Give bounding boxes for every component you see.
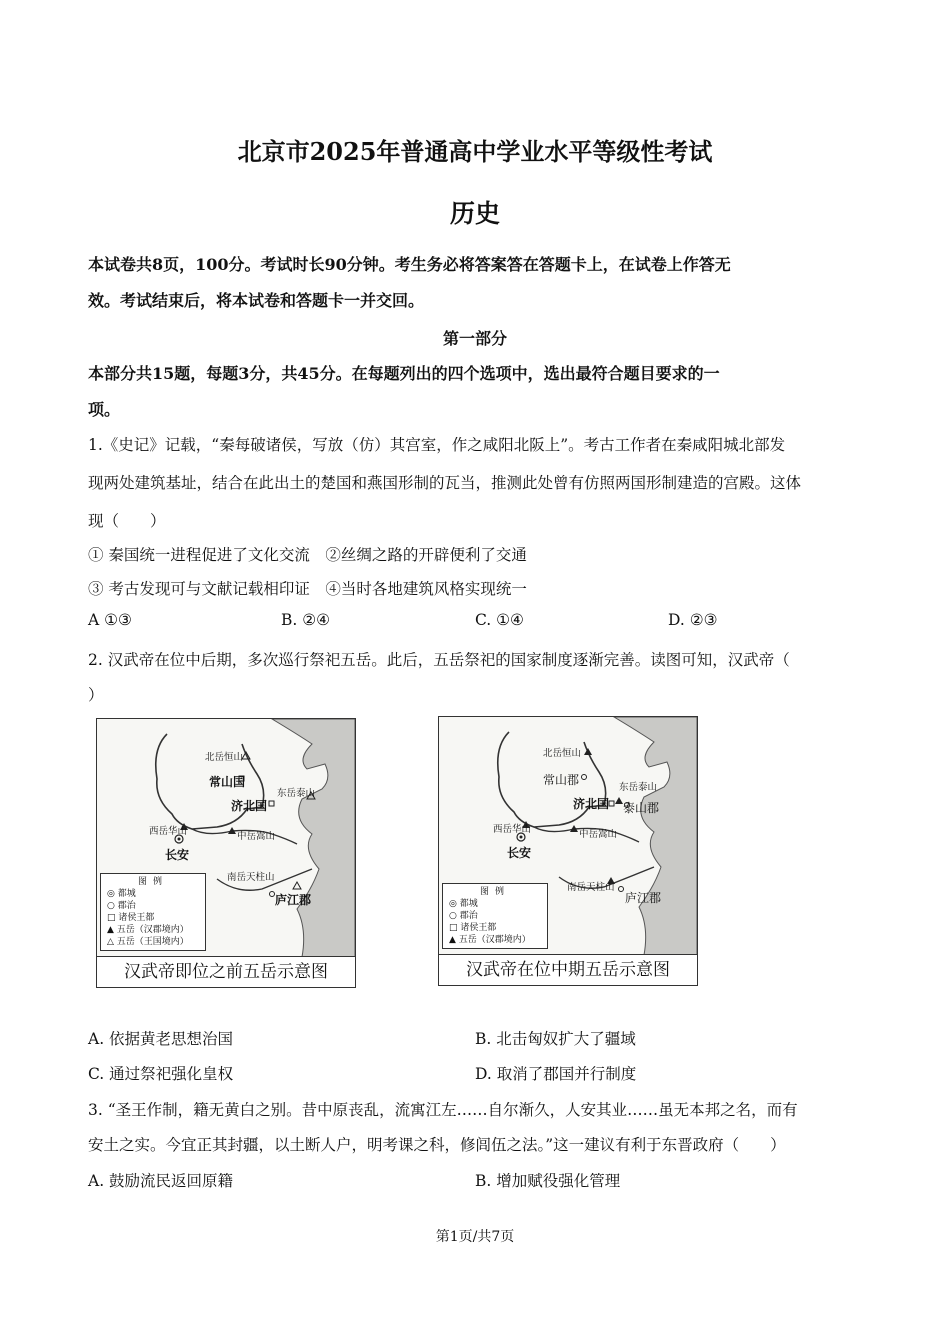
map-left-label-center: 中岳嵩山 <box>237 831 276 842</box>
instructions-line-2: 效。考试结束后，将本试卷和答题卡一并交回。 <box>88 291 425 310</box>
map-right-label-north: 北岳恒山 <box>543 748 582 759</box>
q1-option-a[interactable]: A ①③ <box>88 611 132 629</box>
q2-option-b[interactable]: B. 北击匈奴扩大了疆域 <box>475 1030 636 1048</box>
map-right-label-south: 南岳天柱山 <box>567 882 615 893</box>
map-right-label-center: 中岳嵩山 <box>579 829 618 840</box>
map-left-caption: 汉武帝即位之前五岳示意图 <box>97 956 355 987</box>
q3-option-a[interactable]: A. 鼓励流民返回原籍 <box>88 1172 234 1190</box>
exam-title: 北京市2025年普通高中学业水平等级性考试 <box>237 137 713 166</box>
map-before-accession <box>96 718 356 988</box>
map-left-label-west: 西岳华山 <box>149 826 188 837</box>
subject-title: 历史 <box>449 199 500 228</box>
q2-line-1: 2. 汉武帝在位中后期，多次巡行祭祀五岳。此后，五岳祭祀的国家制度逐渐完善。读图可知，汉武帝（ <box>88 651 790 669</box>
part-heading: 第一部分 <box>442 329 507 348</box>
q1-option-b[interactable]: B. ②④ <box>281 611 331 629</box>
map-left-label-east: 东岳泰山 <box>277 788 316 799</box>
part-desc-line-2: 项。 <box>88 400 121 419</box>
map-right-label-lujiang: 庐江郡 <box>625 891 662 905</box>
map-right-label-changan: 长安 <box>507 846 532 860</box>
map-right-label-west: 西岳华山 <box>493 824 532 835</box>
q1-statement-1: ① 秦国统一进程促进了文化交流 ②丝绸之路的开辟便利了交通 <box>88 546 527 564</box>
q2-line-2: ） <box>88 686 104 704</box>
map-right-label-jibei: 济北国 <box>573 797 610 811</box>
q1-option-d[interactable]: D. ②③ <box>668 611 718 629</box>
instructions-line-1: 本试卷共8页，100分。考试时长90分钟。考生务必将答案答在答题卡上，在试卷上作答无 <box>88 255 731 274</box>
q1-line-2: 现两处建筑基址，结合在此出土的楚国和燕国形制的瓦当，推测此处曾有仿照两国形制建造的宫殿。这体 <box>88 474 802 492</box>
map-left-legend <box>100 873 206 951</box>
q2-option-d[interactable]: D. 取消了郡国并行制度 <box>475 1065 637 1083</box>
map-left-legend-item: □ 诸侯王都 <box>107 913 155 923</box>
page-footer: 第1页/共7页 <box>435 1229 515 1245</box>
map-left-legend-title: 图例 <box>137 877 168 887</box>
map-left-label-jibei: 济北国 <box>231 799 268 813</box>
q2-option-c[interactable]: C. 通过祭祀强化皇权 <box>88 1065 234 1083</box>
map-right-legend-item: ◎ 都城 <box>449 899 478 909</box>
q2-option-a[interactable]: A. 依据黄老思想治国 <box>88 1030 234 1048</box>
map-mid-reign <box>438 716 698 986</box>
part-desc-line-1: 本部分共15题，每题3分，共45分。在每题列出的四个选项中，选出最符合题目要求的一 <box>88 364 720 383</box>
q3-line-1: 3. “圣王作制，籍无黄白之别。昔中原丧乱，流寓江左……自尔渐久，人安其业……虽无本邦之名，而有 <box>88 1101 798 1119</box>
map-right-label-east: 东岳泰山 <box>619 782 658 793</box>
map-right-legend-item: ○ 郡治 <box>449 911 478 921</box>
map-left-label-changan: 长安 <box>165 848 190 862</box>
q1-statement-2: ③ 考古发现可与文献记载相印证 ④当时各地建筑风格实现统一 <box>88 580 527 598</box>
map-right-legend <box>442 883 548 949</box>
map-left-label-changshan: 常山国 <box>209 775 246 789</box>
map-right-caption: 汉武帝在位中期五岳示意图 <box>439 954 697 985</box>
map-right-legend-title: 图例 <box>479 887 510 897</box>
q1-line-3: 现（ ） <box>88 512 166 530</box>
map-left-legend-item: △ 五岳（王国境内） <box>107 937 189 947</box>
q1-line-1: 1.《史记》记载，“秦每破诸侯，写放（仿）其宫室，作之咸阳北阪上”。考古工作者在秦咸阳城北部发 <box>88 436 786 454</box>
q1-option-c[interactable]: C. ①④ <box>475 611 524 629</box>
map-left-label-north: 北岳恒山 <box>205 752 244 763</box>
map-right-label-changshan: 常山郡 <box>543 773 580 787</box>
map-left-legend-item: ◎ 都城 <box>107 889 136 899</box>
map-left-label-south: 南岳天柱山 <box>227 872 275 883</box>
map-right-label-taishan: 泰山郡 <box>623 801 660 815</box>
map-left-legend-item: ○ 郡治 <box>107 901 136 911</box>
map-right-legend-item: ▲ 五岳（汉郡境内） <box>449 935 531 945</box>
map-left-legend-item: ▲ 五岳（汉郡境内） <box>107 925 189 935</box>
map-right-legend-item: □ 诸侯王都 <box>449 923 497 933</box>
q3-option-b[interactable]: B. 增加赋役强化管理 <box>475 1172 621 1190</box>
q3-line-2: 安土之实。今宜正其封疆，以土断人户，明考课之科，修闾伍之法。”这一建议有利于东晋政府（ ） <box>88 1136 786 1154</box>
map-left-label-lujiang: 庐江郡 <box>275 893 312 907</box>
